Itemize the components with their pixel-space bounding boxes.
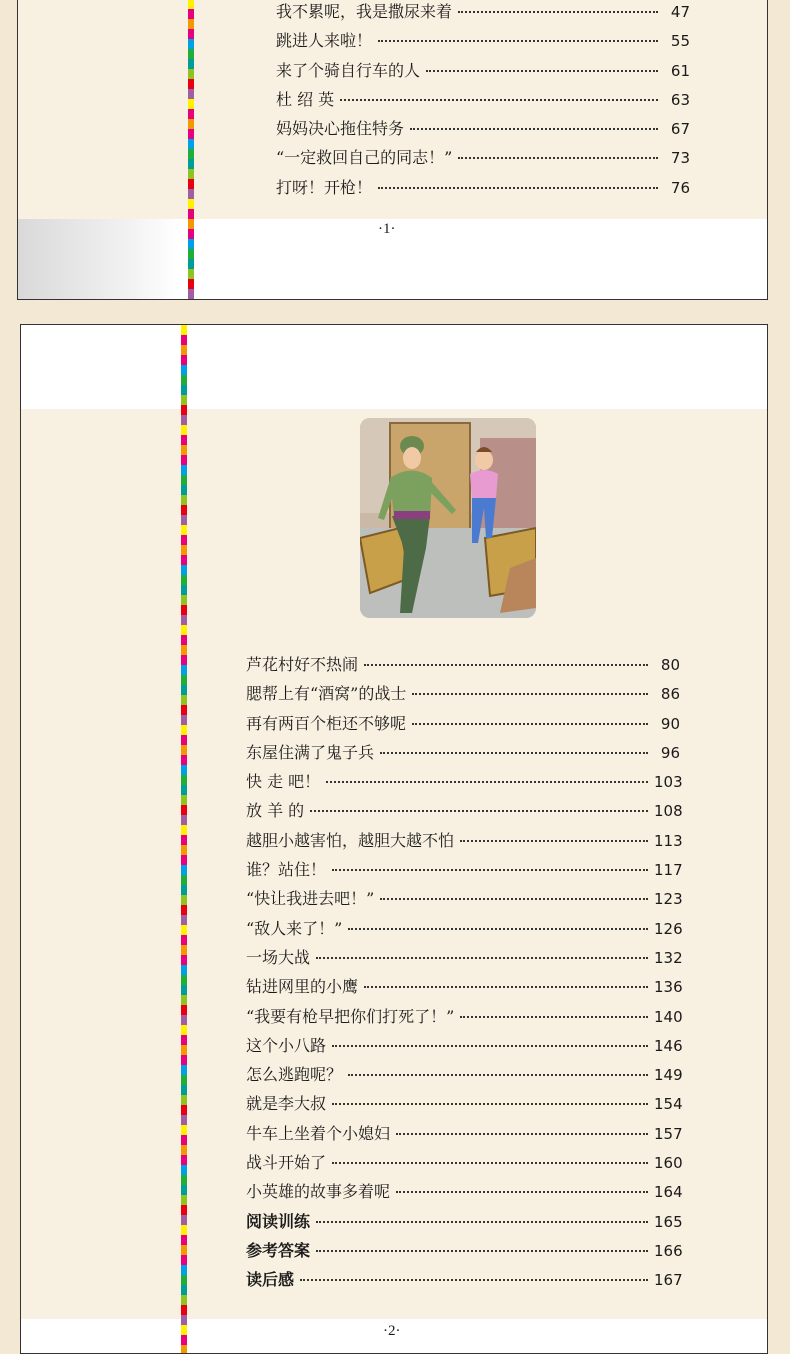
strip-segment	[188, 29, 194, 39]
entry-title: 东屋住满了鬼子兵	[246, 742, 375, 762]
strip-segment	[181, 1255, 187, 1265]
entry-title: 来了个骑自行车的人	[276, 60, 421, 80]
strip-segment	[188, 19, 194, 29]
strip-segment	[181, 355, 187, 365]
leader-dots	[310, 810, 648, 812]
toc-entry[interactable]	[246, 740, 680, 769]
entry-page: 146	[654, 1036, 683, 1055]
strip-segment	[181, 1115, 187, 1125]
strip-segment	[181, 995, 187, 1005]
toc-entry[interactable]	[276, 58, 690, 87]
toc-entry[interactable]	[276, 28, 690, 57]
entry-title: 战斗开始了	[246, 1153, 327, 1173]
strip-segment	[181, 455, 187, 465]
strip-segment	[181, 375, 187, 385]
strip-segment	[181, 1125, 187, 1135]
story-illustration	[360, 418, 536, 618]
entry-page: 167	[654, 1271, 683, 1290]
strip-segment	[181, 895, 187, 905]
strip-segment	[188, 249, 194, 259]
strip-segment	[181, 595, 187, 605]
toc-entry[interactable]	[246, 1150, 683, 1179]
entry-title: 就是李大叔	[246, 1094, 327, 1114]
entry-page: 90	[660, 714, 680, 733]
entry-page: 164	[654, 1183, 683, 1202]
strip-segment	[181, 615, 187, 625]
strip-segment	[181, 1195, 187, 1205]
strip-segment	[181, 1095, 187, 1105]
strip-segment	[188, 289, 194, 299]
strip-segment	[181, 865, 187, 875]
leader-dots	[316, 1221, 648, 1223]
toc-entry[interactable]	[246, 1033, 683, 1062]
strip-segment	[181, 645, 187, 655]
strip-segment	[181, 1345, 187, 1354]
entry-title: “快让我进去吧！”	[246, 889, 375, 909]
page-shadow	[18, 219, 178, 300]
strip-segment	[181, 1105, 187, 1115]
strip-segment	[181, 1135, 187, 1145]
strip-segment	[181, 435, 187, 445]
entry-page: 86	[660, 685, 680, 704]
entry-title: 读后感	[246, 1270, 295, 1290]
strip-segment	[181, 815, 187, 825]
entry-page: 63	[670, 90, 690, 109]
leader-dots	[340, 99, 658, 101]
entry-page: 61	[670, 61, 690, 80]
strip-segment	[181, 825, 187, 835]
leader-dots	[380, 898, 648, 900]
toc-entry[interactable]	[246, 1091, 683, 1120]
strip-segment	[181, 905, 187, 915]
strip-segment	[188, 159, 194, 169]
entry-page: 117	[654, 861, 683, 880]
entry-page: 80	[660, 656, 680, 674]
entry-page: 76	[670, 178, 690, 197]
strip-segment	[181, 1055, 187, 1065]
leader-dots	[316, 957, 648, 959]
strip-segment	[181, 1335, 187, 1345]
leader-dots	[348, 1074, 648, 1076]
leader-dots	[316, 1250, 648, 1252]
entry-title: 妈妈决心拖住特务	[276, 119, 405, 139]
strip-segment	[181, 385, 187, 395]
strip-segment	[181, 1005, 187, 1015]
strip-segment	[181, 1235, 187, 1245]
page-number: ·2·	[383, 1323, 401, 1339]
color-strip	[188, 0, 194, 299]
strip-segment	[181, 1305, 187, 1315]
strip-segment	[181, 1295, 187, 1305]
toc-page-2	[20, 324, 768, 1354]
entry-title: 这个小八路	[246, 1035, 327, 1055]
entry-page: 136	[654, 978, 683, 997]
toc-entry[interactable]	[276, 87, 690, 116]
leader-dots	[426, 70, 658, 72]
strip-segment	[181, 1205, 187, 1215]
strip-segment	[188, 0, 194, 9]
toc-entry-reflections[interactable]	[246, 1267, 683, 1296]
entry-title: 参考答案	[246, 1240, 311, 1260]
strip-segment	[181, 625, 187, 635]
strip-segment	[188, 59, 194, 69]
entry-title: “我要有枪早把你们打死了！”	[246, 1006, 455, 1026]
strip-segment	[181, 555, 187, 565]
strip-segment	[181, 1015, 187, 1025]
strip-segment	[188, 109, 194, 119]
strip-segment	[188, 69, 194, 79]
strip-segment	[181, 465, 187, 475]
strip-segment	[181, 365, 187, 375]
strip-segment	[181, 1165, 187, 1175]
entry-title: 跳进人来啦！	[276, 31, 373, 51]
leader-dots	[378, 40, 658, 42]
strip-segment	[181, 1155, 187, 1165]
color-strip	[181, 325, 187, 1353]
strip-segment	[181, 885, 187, 895]
entry-title: “一定救回自己的同志！”	[276, 148, 453, 168]
toc-list	[276, 0, 690, 204]
strip-segment	[181, 925, 187, 935]
toc-entry-reading-training[interactable]	[246, 1209, 683, 1238]
entry-page: 166	[654, 1241, 683, 1260]
strip-segment	[181, 1045, 187, 1055]
leader-dots	[410, 128, 658, 130]
strip-segment	[188, 119, 194, 129]
strip-segment	[181, 745, 187, 755]
entry-page: 154	[654, 1095, 683, 1114]
toc-entry[interactable]	[246, 681, 680, 710]
leader-dots	[460, 1016, 648, 1018]
leader-dots	[460, 840, 648, 842]
strip-segment	[181, 1185, 187, 1195]
strip-segment	[188, 79, 194, 89]
toc-entry[interactable]	[246, 886, 683, 915]
strip-segment	[181, 835, 187, 845]
entry-title: 谁？站住！	[246, 860, 327, 880]
entry-title: 我不累呢，我是撒尿来着	[276, 2, 453, 21]
entry-title: 快 走 吧！	[246, 772, 321, 792]
leader-dots	[326, 781, 648, 783]
strip-segment	[181, 875, 187, 885]
entry-page: 113	[654, 831, 683, 850]
strip-segment	[181, 535, 187, 545]
entry-page: 132	[654, 948, 683, 967]
entry-title: 杜 绍 英	[276, 89, 335, 109]
leader-dots	[378, 187, 658, 189]
leader-dots	[458, 157, 658, 159]
entry-title: 再有两百个柜还不够呢	[246, 713, 407, 733]
page-number: ·1·	[378, 221, 396, 237]
strip-segment	[181, 325, 187, 335]
toc-entry[interactable]	[246, 857, 683, 886]
strip-segment	[188, 229, 194, 239]
leader-dots	[332, 1103, 648, 1105]
strip-segment	[181, 655, 187, 665]
strip-segment	[188, 169, 194, 179]
entry-title: 怎么逃跑呢？	[246, 1065, 343, 1085]
toc-entry[interactable]	[246, 652, 680, 681]
strip-segment	[181, 1025, 187, 1035]
toc-entry-reference-answers[interactable]	[246, 1238, 683, 1267]
strip-segment	[181, 685, 187, 695]
strip-segment	[188, 189, 194, 199]
strip-segment	[181, 495, 187, 505]
strip-segment	[181, 1035, 187, 1045]
strip-segment	[181, 765, 187, 775]
leader-dots	[332, 869, 648, 871]
toc-entry[interactable]	[246, 1004, 683, 1033]
entry-page: 73	[670, 149, 690, 168]
leader-dots	[332, 1162, 648, 1164]
strip-segment	[188, 89, 194, 99]
toc-entry[interactable]	[246, 974, 683, 1003]
strip-segment	[181, 1215, 187, 1225]
strip-segment	[181, 725, 187, 735]
strip-segment	[181, 785, 187, 795]
strip-segment	[181, 1085, 187, 1095]
strip-segment	[188, 129, 194, 139]
strip-segment	[181, 665, 187, 675]
leader-dots	[300, 1279, 648, 1281]
leader-dots	[458, 11, 658, 13]
leader-dots	[364, 664, 648, 666]
strip-segment	[181, 715, 187, 725]
strip-segment	[181, 855, 187, 865]
toc-entry[interactable]	[246, 916, 683, 945]
toc-entry[interactable]	[276, 0, 690, 28]
strip-segment	[181, 955, 187, 965]
strip-segment	[181, 675, 187, 685]
toc-page-1	[17, 0, 768, 300]
entry-page: 67	[670, 120, 690, 139]
entry-page: 160	[654, 1154, 683, 1173]
strip-segment	[181, 345, 187, 355]
toc-list	[246, 652, 683, 1297]
strip-segment	[181, 1175, 187, 1185]
toc-entry[interactable]	[246, 798, 683, 827]
entry-page: 123	[654, 890, 683, 909]
toc-entry[interactable]	[246, 1062, 683, 1091]
strip-segment	[181, 475, 187, 485]
strip-segment	[181, 335, 187, 345]
strip-segment	[181, 445, 187, 455]
strip-segment	[181, 795, 187, 805]
leader-dots	[364, 986, 648, 988]
leader-dots	[332, 1045, 648, 1047]
entry-page: 140	[654, 1007, 683, 1026]
entry-title: 放 羊 的	[246, 801, 305, 821]
entry-page: 165	[654, 1212, 683, 1231]
strip-segment	[188, 219, 194, 229]
entry-page: 149	[654, 1066, 683, 1085]
entry-title: “敌人来了！”	[246, 918, 343, 938]
strip-segment	[181, 935, 187, 945]
strip-segment	[181, 575, 187, 585]
strip-segment	[181, 395, 187, 405]
strip-segment	[181, 705, 187, 715]
strip-segment	[188, 179, 194, 189]
entry-page: 157	[654, 1124, 683, 1143]
strip-segment	[188, 149, 194, 159]
entry-page: 96	[660, 743, 680, 762]
strip-segment	[181, 515, 187, 525]
strip-segment	[181, 1275, 187, 1285]
strip-segment	[188, 269, 194, 279]
strip-segment	[181, 695, 187, 705]
entry-title: 阅读训练	[246, 1211, 311, 1231]
toc-entry[interactable]	[246, 1179, 683, 1208]
leader-dots	[396, 1191, 648, 1193]
leader-dots	[412, 693, 648, 695]
toc-entry[interactable]	[276, 175, 690, 204]
strip-segment	[181, 485, 187, 495]
strip-segment	[181, 1325, 187, 1335]
entry-title: 小英雄的故事多着呢	[246, 1182, 391, 1202]
toc-entry[interactable]	[246, 711, 680, 740]
strip-segment	[181, 425, 187, 435]
strip-segment	[181, 1245, 187, 1255]
strip-segment	[181, 605, 187, 615]
strip-segment	[181, 565, 187, 575]
leader-dots	[348, 928, 648, 930]
strip-segment	[181, 525, 187, 535]
strip-segment	[181, 635, 187, 645]
leader-dots	[380, 752, 648, 754]
strip-segment	[181, 1265, 187, 1275]
strip-segment	[181, 585, 187, 595]
entry-page: 47	[670, 3, 690, 21]
entry-page: 108	[654, 802, 683, 821]
strip-segment	[181, 945, 187, 955]
strip-segment	[188, 139, 194, 149]
entry-title: 一场大战	[246, 947, 311, 967]
strip-segment	[188, 239, 194, 249]
entry-title: 钻进网里的小鹰	[246, 977, 359, 997]
strip-segment	[181, 1075, 187, 1085]
strip-segment	[188, 199, 194, 209]
strip-segment	[181, 1065, 187, 1075]
strip-segment	[181, 505, 187, 515]
strip-segment	[181, 405, 187, 415]
strip-segment	[181, 1145, 187, 1155]
leader-dots	[396, 1133, 648, 1135]
strip-segment	[181, 545, 187, 555]
leader-dots	[412, 723, 648, 725]
entry-title: 腮帮上有“酒窝”的战士	[246, 684, 407, 704]
toc-entry[interactable]	[246, 945, 683, 974]
strip-segment	[181, 1285, 187, 1295]
strip-segment	[188, 99, 194, 109]
strip-segment	[181, 775, 187, 785]
strip-segment	[181, 415, 187, 425]
entry-title: 打呀！开枪！	[276, 177, 373, 197]
toc-entry[interactable]	[276, 116, 690, 145]
toc-entry[interactable]	[246, 769, 683, 798]
strip-segment	[188, 209, 194, 219]
entry-page: 103	[654, 773, 683, 792]
entry-page: 126	[654, 919, 683, 938]
strip-segment	[188, 9, 194, 19]
strip-segment	[181, 805, 187, 815]
entry-title: 越胆小越害怕，越胆大越不怕	[246, 830, 455, 850]
strip-segment	[188, 279, 194, 289]
strip-segment	[188, 49, 194, 59]
strip-segment	[181, 985, 187, 995]
strip-segment	[188, 259, 194, 269]
strip-segment	[181, 915, 187, 925]
strip-segment	[181, 975, 187, 985]
toc-entry[interactable]	[246, 1121, 683, 1150]
entry-page: 55	[670, 32, 690, 51]
strip-segment	[181, 1315, 187, 1325]
strip-segment	[181, 755, 187, 765]
strip-segment	[181, 1225, 187, 1235]
toc-entry[interactable]	[276, 145, 690, 174]
entry-title: 牛车上坐着个小媳妇	[246, 1123, 391, 1143]
strip-segment	[188, 39, 194, 49]
strip-segment	[181, 845, 187, 855]
entry-title: 芦花村好不热闹	[246, 655, 359, 674]
toc-entry[interactable]	[246, 828, 683, 857]
strip-segment	[181, 735, 187, 745]
strip-segment	[181, 965, 187, 975]
